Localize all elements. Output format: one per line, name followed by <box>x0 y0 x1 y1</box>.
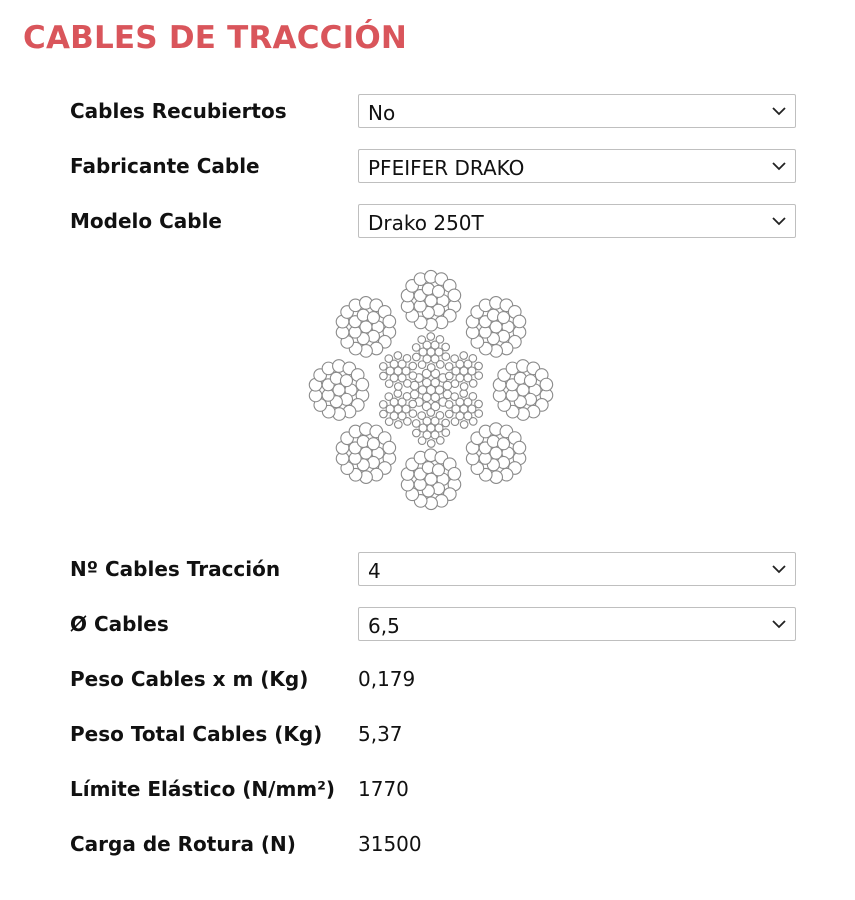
page-title: CABLES DE TRACCIÓN <box>23 20 408 56</box>
chevron-down-icon <box>772 619 786 629</box>
chevron-down-icon <box>772 106 786 116</box>
chevron-down-icon <box>772 564 786 574</box>
fabricante-cable-value: PFEIFER DRAKO <box>368 156 525 180</box>
chevron-down-icon <box>772 161 786 171</box>
peso-total-label: Peso Total Cables (Kg) <box>70 722 323 746</box>
cables-recubiertos-select[interactable] <box>358 94 796 128</box>
cables-recubiertos-value: No <box>368 101 396 125</box>
readout-row-peso-cables-m <box>0 662 855 698</box>
form-row-diametro-cables <box>0 607 855 643</box>
carga-rotura-label: Carga de Rotura (N) <box>70 832 296 856</box>
num-cables-select[interactable] <box>358 552 796 586</box>
modelo-cable-select[interactable] <box>358 204 796 238</box>
form-row-num-cables <box>0 552 855 588</box>
readout-row-limite-elastico <box>0 772 855 808</box>
form-row-cables-recubiertos <box>0 94 855 130</box>
limite-elastico-label: Límite Elástico (N/mm²) <box>70 777 336 801</box>
modelo-cable-label: Modelo Cable <box>70 209 222 233</box>
carga-rotura-value: 31500 <box>358 832 422 856</box>
diametro-cables-value: 6,5 <box>368 614 400 638</box>
diametro-cables-select[interactable] <box>358 607 796 641</box>
chevron-down-icon <box>772 216 786 226</box>
diametro-cables-label: Ø Cables <box>70 612 169 636</box>
num-cables-label: Nº Cables Tracción <box>70 557 281 581</box>
peso-cables-m-label: Peso Cables x m (Kg) <box>70 667 309 691</box>
form-row-fabricante-cable <box>0 149 855 185</box>
fabricante-cable-select[interactable] <box>358 149 796 183</box>
cables-recubiertos-label: Cables Recubiertos <box>70 99 287 123</box>
fabricante-cable-label: Fabricante Cable <box>70 154 260 178</box>
modelo-cable-value: Drako 250T <box>368 211 484 235</box>
wire-rope-cross-section-icon <box>300 262 562 518</box>
limite-elastico-value: 1770 <box>358 777 409 801</box>
num-cables-value: 4 <box>368 559 381 583</box>
form-row-modelo-cable <box>0 204 855 240</box>
readout-row-carga-rotura <box>0 827 855 863</box>
peso-total-value: 5,37 <box>358 722 403 746</box>
peso-cables-m-value: 0,179 <box>358 667 416 691</box>
readout-row-peso-total <box>0 717 855 753</box>
